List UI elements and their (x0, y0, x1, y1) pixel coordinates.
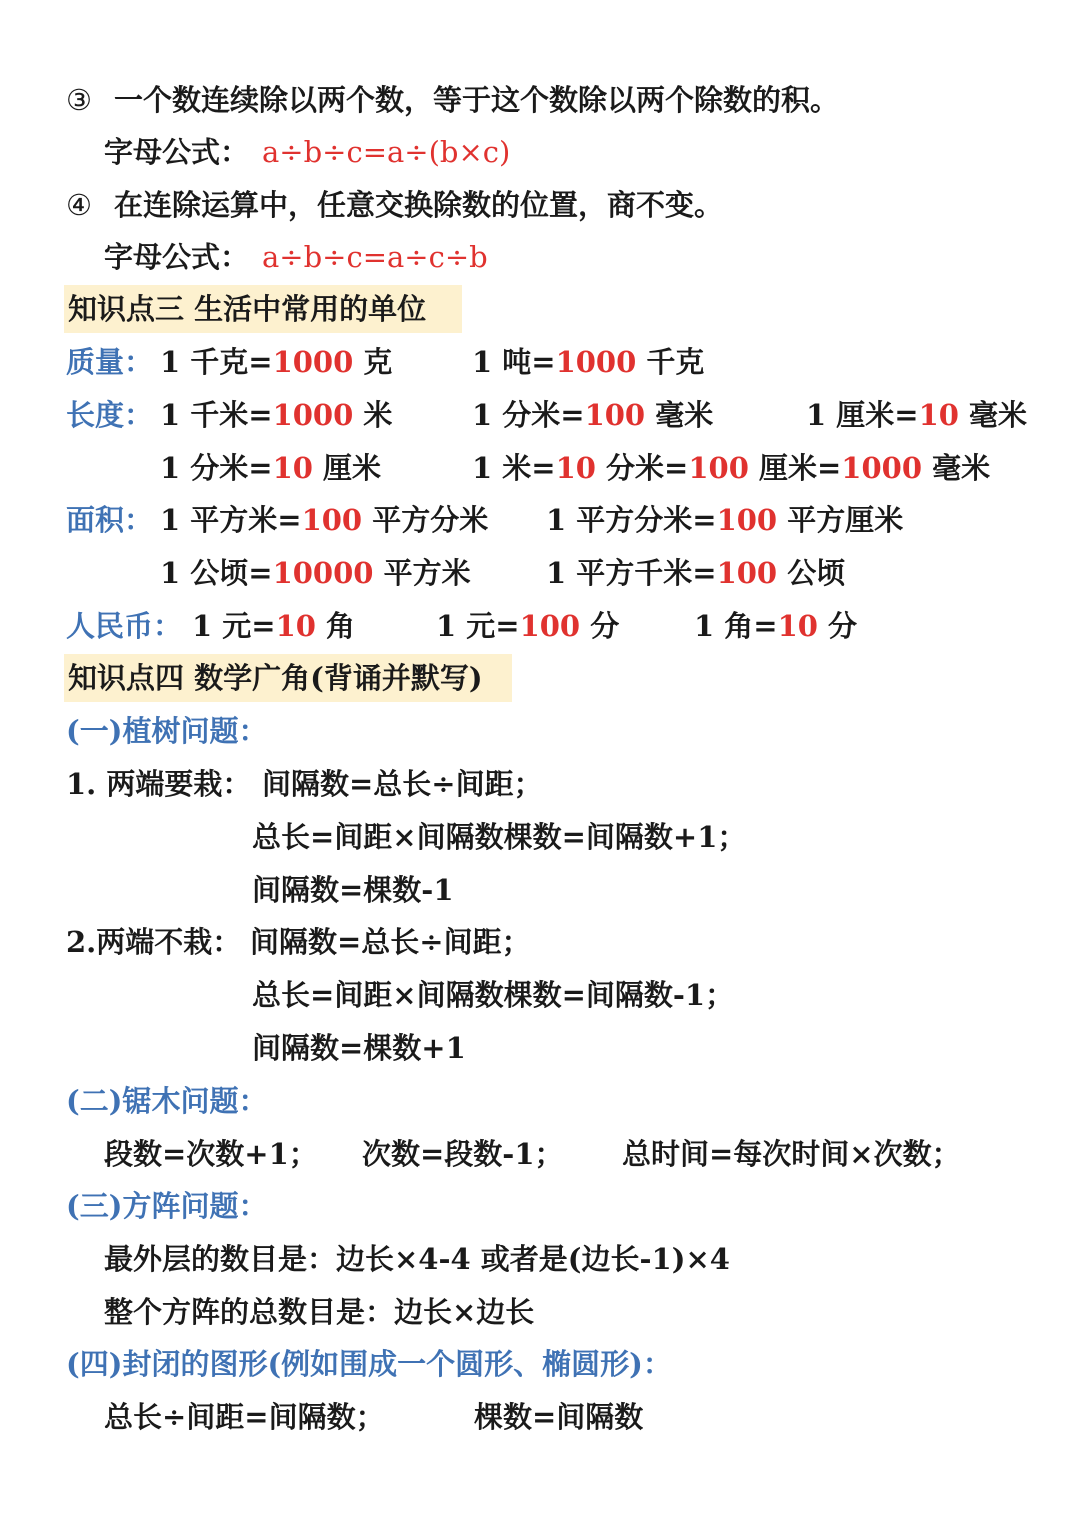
formula-value: a÷b÷c=a÷c÷b (262, 240, 488, 274)
formula-line: 段数=次数+1； (104, 1137, 318, 1171)
mass-label: 质量： (66, 345, 154, 379)
formula-line: 次数=段数-1； (362, 1137, 564, 1171)
rule-4-text: 在连除运算中，任意交换除数的位置，商不变。 (114, 188, 724, 222)
square-heading: (三)方阵问题： (66, 1189, 268, 1223)
formula-line: 整个方阵的总数目是：边长×边长 (104, 1295, 535, 1329)
tree-case-1-label: 1. 两端要栽： (66, 767, 252, 801)
rule-3-marker: ③ (66, 83, 92, 117)
formula-line: 总长=间距×间隔数棵数=间隔数+1； (252, 820, 747, 854)
formula-line: 间隔数=棵数-1 (252, 873, 454, 907)
formula-value: a÷b÷c=a÷(b×c) (262, 135, 511, 169)
unit-item: 1 平方米=100 平方分米 (160, 503, 489, 537)
rmb-label: 人民币： (66, 609, 183, 643)
formula-line: 总长=间距×间隔数棵数=间隔数-1； (252, 978, 735, 1012)
unit-chain: 1 米=10 分米=100 厘米=1000 毫米 (472, 451, 991, 485)
unit-item: 1 平方分米=100 平方厘米 (546, 503, 904, 537)
length-label: 长度： (66, 398, 154, 432)
unit-item: 1 千克=1000 克 (160, 345, 393, 379)
rule-3-text: 一个数连续除以两个数，等于这个数除以两个除数的积。 (114, 83, 840, 117)
unit-item: 1 角=10 分 (694, 609, 858, 643)
saw-heading: (二)锯木问题： (66, 1084, 268, 1118)
unit-item: 1 分米=100 毫米 (472, 398, 714, 432)
unit-item: 1 平方千米=100 公顷 (546, 556, 846, 590)
formula-line: 间隔数=棵数+1 (252, 1031, 466, 1065)
unit-item: 1 元=10 角 (192, 609, 356, 643)
formula-label: 字母公式： (104, 135, 250, 169)
unit-item: 1 厘米=10 毫米 (806, 398, 1028, 432)
section-4-title: 知识点四 数学广角(背诵并默写) (68, 661, 483, 695)
formula-label: 字母公式： (104, 240, 250, 274)
unit-item: 1 千米=1000 米 (160, 398, 393, 432)
tree-heading: (一)植树问题： (66, 714, 268, 748)
unit-item: 1 分米=10 厘米 (160, 451, 382, 485)
formula-line: 最外层的数目是：边长×4-4 或者是(边长-1)×4 (104, 1242, 730, 1276)
formula-line: 棵数=间隔数 (474, 1400, 644, 1434)
formula-line: 总长÷间距=间隔数； (104, 1400, 385, 1434)
section-3-title: 知识点三 生活中常用的单位 (68, 292, 427, 326)
unit-item: 1 公顷=10000 平方米 (160, 556, 471, 590)
closed-heading: (四)封闭的图形(例如围成一个圆形、椭圆形)： (66, 1347, 672, 1381)
tree-case-2-label: 2.两端不栽： (66, 925, 242, 959)
rule-4-marker: ④ (66, 188, 92, 222)
unit-item: 1 元=100 分 (436, 609, 620, 643)
formula-line: 总时间=每次时间×次数； (622, 1137, 961, 1171)
unit-item: 1 吨=1000 千克 (472, 345, 705, 379)
formula-line: 间隔数=总长÷间距； (250, 925, 531, 959)
area-label: 面积： (66, 503, 154, 537)
formula-line: 间隔数=总长÷间距； (262, 767, 543, 801)
